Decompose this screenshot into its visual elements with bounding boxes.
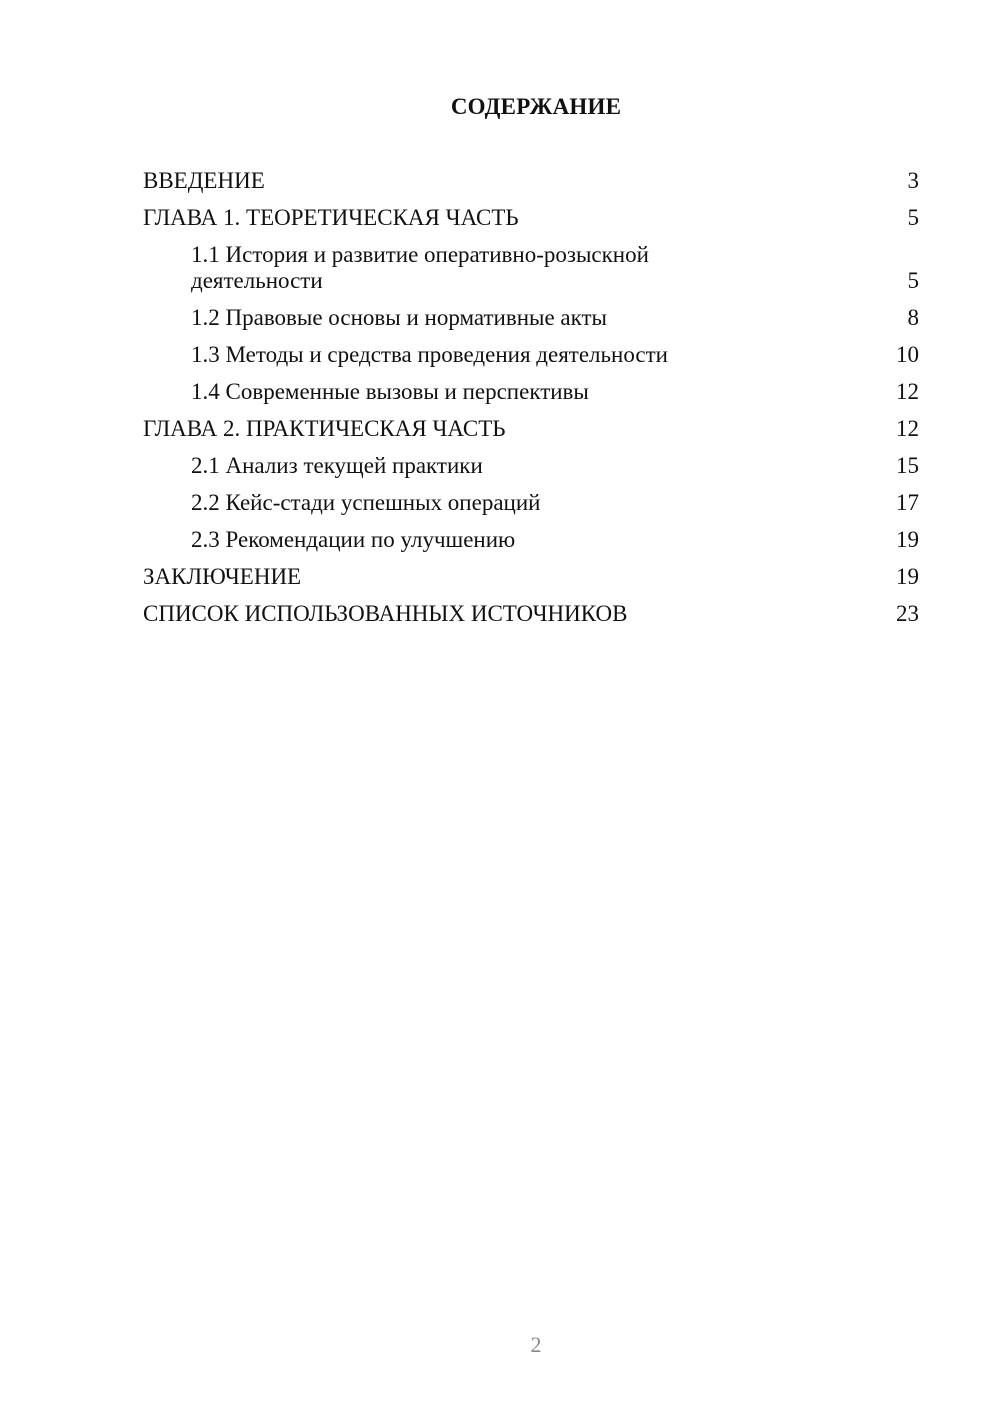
- toc-entry-page: 19: [896, 527, 919, 552]
- toc-entry-introduction: [143, 168, 919, 205]
- toc-entry-label: СПИСОК ИСПОЛЬЗОВАННЫХ ИСТОЧНИКОВ: [143, 601, 628, 626]
- toc-entry-label: ГЛАВА 1. ТЕОРЕТИЧЕСКАЯ ЧАСТЬ: [143, 205, 519, 230]
- toc-entry-label: 1.2 Правовые основы и нормативные акты: [191, 305, 607, 330]
- toc-entry-page: 19: [896, 564, 919, 589]
- toc-entry-label: ВВЕДЕНИЕ: [143, 168, 265, 193]
- toc-entry-page: 12: [896, 416, 919, 441]
- toc-entry-page: 15: [896, 453, 919, 478]
- page-number: 2: [530, 1332, 542, 1357]
- toc-title: СОДЕРЖАНИЕ: [450, 94, 622, 119]
- toc-entry-label: ГЛАВА 2. ПРАКТИЧЕСКАЯ ЧАСТЬ: [143, 416, 506, 441]
- toc-entry-page: 10: [896, 342, 919, 367]
- toc-entry-section-1-1: [143, 242, 919, 305]
- toc-entry-section-2-3: [143, 527, 919, 564]
- toc-entry-section-2-2: [143, 490, 919, 527]
- toc-entry-section-1-3: [143, 342, 919, 379]
- toc-entry-page: 5: [907, 268, 919, 293]
- toc-entry-page: 3: [907, 168, 919, 193]
- toc-entry-label: 1.3 Методы и средства проведения деятельности: [191, 342, 668, 367]
- toc-entry-label: 1.1 История и развитие оперативно-розыскной деятельности: [191, 242, 649, 293]
- toc-entry-section-1-2: [143, 305, 919, 342]
- toc-entry-chapter-1: [143, 205, 919, 242]
- toc-entry-page: 12: [896, 379, 919, 404]
- toc-entry-label: 2.1 Анализ текущей практики: [191, 453, 483, 478]
- toc-entry-conclusion: [143, 564, 919, 601]
- toc-entry-label: 1.4 Современные вызовы и перспективы: [191, 379, 589, 404]
- toc-entry-page: 5: [907, 205, 919, 230]
- toc-entry-section-1-4: [143, 379, 919, 416]
- toc-entry-label: 2.2 Кейс-стади успешных операций: [191, 490, 541, 515]
- toc-entry-page: 23: [896, 601, 919, 626]
- toc-entry-chapter-2: [143, 416, 919, 453]
- toc-entry-section-2-1: [143, 453, 919, 490]
- table-of-contents: [143, 168, 919, 638]
- toc-entry-page: 8: [907, 305, 919, 330]
- toc-entry-page: 17: [896, 490, 919, 515]
- toc-entry-label: 2.3 Рекомендации по улучшению: [191, 527, 516, 552]
- toc-entry-references: [143, 601, 919, 638]
- toc-entry-label: ЗАКЛЮЧЕНИЕ: [143, 564, 302, 589]
